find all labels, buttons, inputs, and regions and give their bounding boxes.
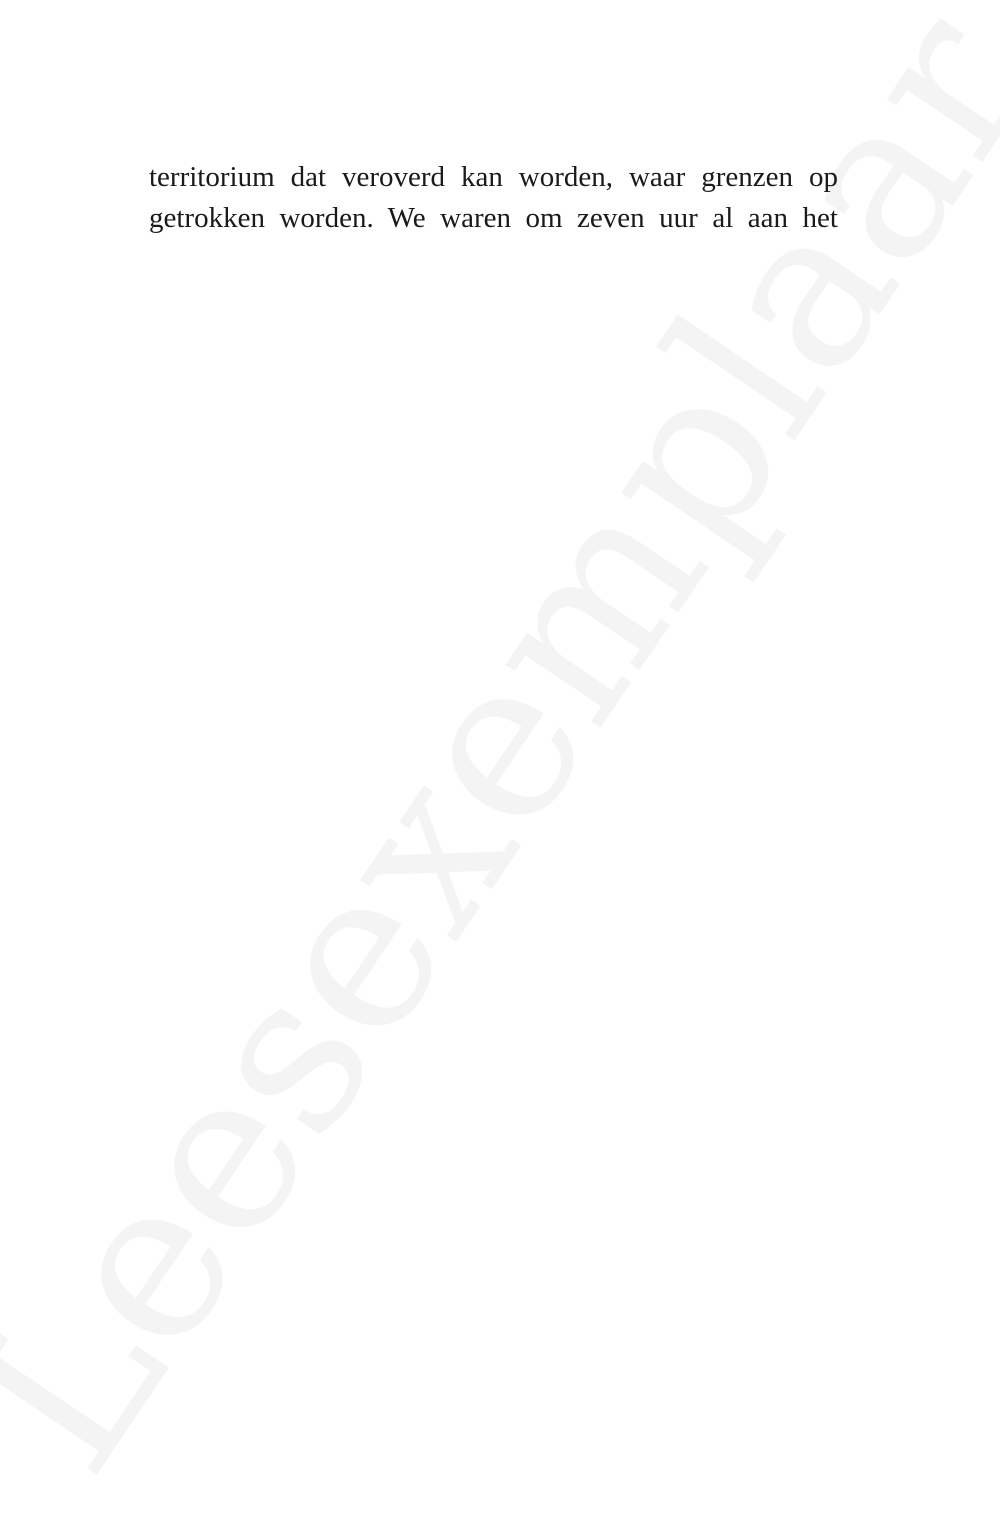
text-line: getrokken worden. We waren om zeven uur al aan het xyxy=(149,201,838,234)
page-body xyxy=(149,157,838,238)
text-line: territorium dat veroverd kan worden, waar grenzen op xyxy=(149,161,838,193)
